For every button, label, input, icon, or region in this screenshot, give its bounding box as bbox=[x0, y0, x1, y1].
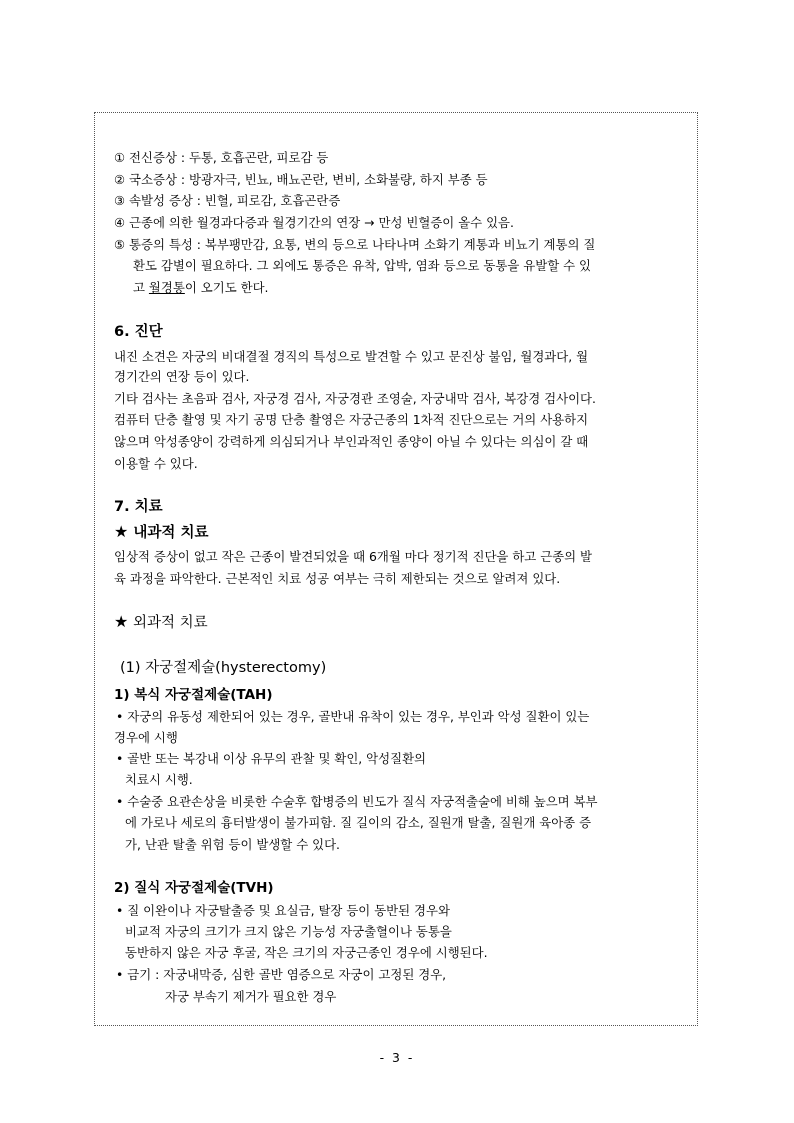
symptom-item-5-line-2: 환도 감별이 필요하다. 그 외에도 통증은 유착, 압박, 염좌 등으로 동통을 유발할 수 있 bbox=[133, 258, 592, 273]
section-heading-diagnosis: 6. 진단 bbox=[114, 324, 163, 340]
star-icon: ★ bbox=[114, 522, 129, 541]
medical-treatment-title: 내과적 치료 bbox=[128, 525, 209, 541]
tvh-heading: 2) 질식 자궁절제술(TVH) bbox=[114, 880, 274, 896]
underlined-term: 월경통 bbox=[148, 280, 185, 295]
symptom-item-4: ④ 근종에 의한 월경과다증과 월경기간의 연장 → 만성 빈혈증이 올수 있음. bbox=[114, 215, 514, 230]
section-heading-treatment: 7. 치료 bbox=[114, 499, 163, 515]
tah-bullet-3-line-1: • 수술중 요관손상을 비롯한 수술후 합병증의 빈도가 질식 자궁적출술에 비해 높으며 복부 bbox=[116, 794, 598, 809]
tah-bullet-3-line-2: 에 가로나 세로의 흉터발생이 불가피함. 질 길이의 감소, 질원개 탈출, 질원개 육아종 증 bbox=[125, 815, 592, 830]
text-fragment: 이 오기도 한다. bbox=[184, 280, 269, 295]
text-fragment: 고 bbox=[133, 280, 149, 295]
tvh-bullet-1-line-3: 동반하지 않은 자궁 후굴, 작은 크기의 자궁근종인 경우에 시행된다. bbox=[125, 945, 488, 960]
tvh-bullet-1-line-1: • 질 이완이나 자궁탈출증 및 요실금, 탈장 등이 동반된 경우와 bbox=[116, 903, 450, 918]
page-number: - 3 - bbox=[379, 1050, 415, 1065]
symptom-item-1: ① 전신증상 : 두통, 호흡곤란, 피로감 등 bbox=[114, 150, 329, 165]
symptom-item-5-line-1: ⑤ 통증의 특성 : 복부팽만감, 요통, 변의 등으로 나타나며 소화기 계통과 비뇨기 계통의 질 bbox=[114, 237, 596, 252]
star-icon: ★ bbox=[114, 612, 129, 631]
symptom-item-3: ③ 속발성 증상 : 빈혈, 피로감, 호흡곤란증 bbox=[114, 193, 341, 208]
hysterectomy-heading: (1) 자궁절제술(hysterectomy) bbox=[120, 660, 327, 676]
tvh-bullet-2-line-2: 자궁 부속기 제거가 필요한 경우 bbox=[165, 989, 337, 1004]
surgical-treatment-title: 외과적 치료 bbox=[128, 615, 208, 631]
tvh-bullet-1-line-2: 비교적 자궁의 크기가 크지 않은 기능성 자궁출혈이나 동통을 bbox=[125, 924, 452, 939]
tah-bullet-3-line-3: 가, 난관 탈출 위험 등이 발생할 수 있다. bbox=[125, 837, 340, 852]
surgical-treatment-heading bbox=[114, 612, 208, 633]
tah-bullet-2-line-1: • 골반 또는 복강내 이상 유무의 관찰 및 확인, 악성질환의 bbox=[116, 751, 427, 766]
symptom-item-5-line-3 bbox=[133, 280, 268, 296]
diagnosis-line-5: 않으며 악성종양이 강력하게 의심되거나 부인과적인 종양이 아닐 수 있다는 의심이 갈 때 bbox=[114, 434, 589, 449]
symptom-item-2: ② 국소증상 : 방광자극, 빈뇨, 배뇨곤란, 변비, 소화불량, 하지 부종 등 bbox=[114, 172, 488, 187]
diagnosis-line-2: 경기간의 연장 등이 있다. bbox=[114, 369, 250, 384]
medical-treatment-line-2: 육 과정을 파악한다. 근본적인 치료 성공 여부는 극히 제한되는 것으로 알려져 있다. bbox=[114, 571, 561, 586]
diagnosis-line-1: 내진 소견은 자궁의 비대결절 경직의 특성으로 발견할 수 있고 문진상 불임, 월경과다, 월 bbox=[114, 349, 589, 364]
medical-treatment-line-1: 임상적 증상이 없고 작은 근종이 발견되었을 때 6개월 마다 정기적 진단을 하고 근종의 발 bbox=[114, 549, 593, 564]
tah-bullet-2-line-2: 치료시 시행. bbox=[125, 772, 193, 787]
tah-bullet-1-line-2: 경우에 시행 bbox=[114, 730, 178, 745]
tah-bullet-1-line-1: • 자궁의 유동성 제한되어 있는 경우, 골반내 유착이 있는 경우, 부인과 악성 질환이 있는 bbox=[116, 709, 590, 724]
medical-treatment-heading bbox=[114, 522, 208, 543]
diagnosis-line-6: 이용할 수 있다. bbox=[114, 456, 198, 471]
diagnosis-line-3: 기타 검사는 초음파 검사, 자궁경 검사, 자궁경관 조영술, 자궁내막 검사, 복강경 검사이다. bbox=[114, 391, 596, 406]
tah-heading: 1) 복식 자궁절제술(TAH) bbox=[114, 687, 273, 703]
diagnosis-line-4: 컴퓨터 단층 촬영 및 자기 공명 단층 촬영은 자궁근종의 1차적 진단으로는 거의 사용하지 bbox=[114, 412, 589, 427]
tvh-bullet-2-line-1: • 금기 : 자궁내막증, 심한 골반 염증으로 자궁이 고정된 경우, bbox=[116, 967, 447, 982]
